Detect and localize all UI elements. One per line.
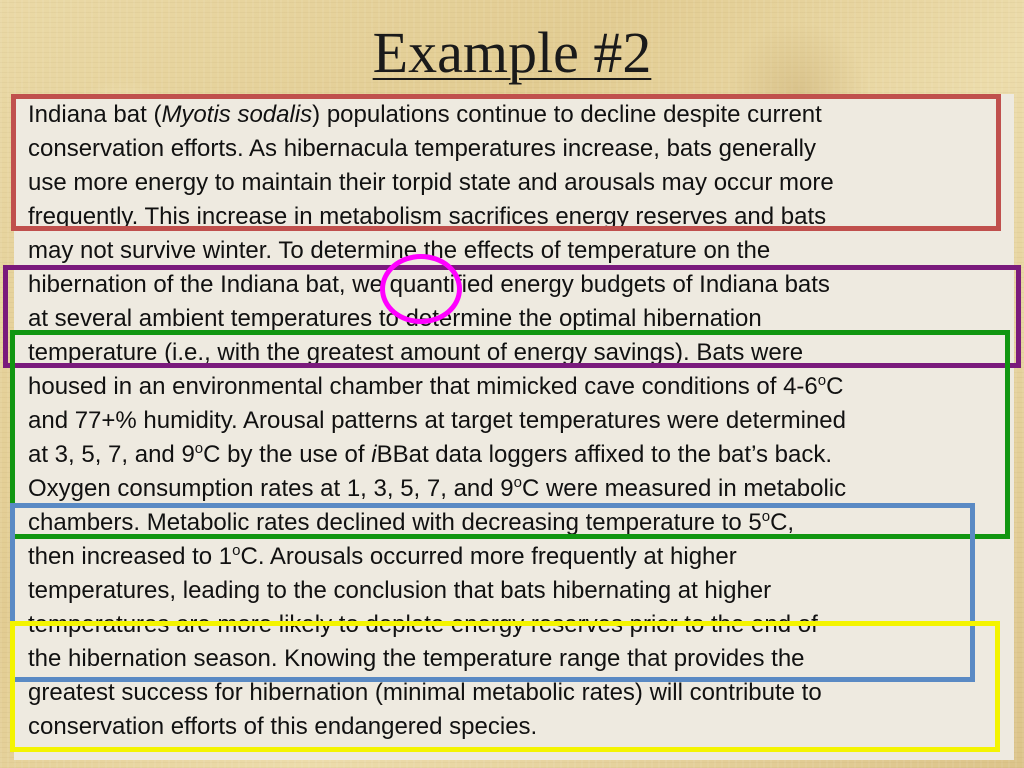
abstract-line-17: the hibernation season. Knowing the temperature range that provides the [28,645,805,672]
abstract-line-6: hibernation of the Indiana bat, we quantified energy budgets of Indiana bats [28,271,830,298]
degree-sup: o [232,542,241,559]
yellow-highlight-box [10,621,1000,752]
magenta-highlight-circle [380,254,462,324]
text-run: C, [770,509,795,536]
abstract-line-16: temperatures are more likely to deplete energy reserves prior to the end of [28,611,818,638]
text-run: C were measured in metabolic [521,475,847,502]
text-run: C [826,373,844,400]
species-name: Myotis sodalis [161,101,313,128]
abstract-line-4: frequently. This increase in metabolism sacrifices energy reserves and bats [28,203,827,230]
abstract-line-3: use more energy to maintain their torpid state and arousals may occur more [28,169,834,196]
slide-title [0,18,1024,88]
text-run: Indiana bat ( [28,101,162,128]
text-run: then increased to 1 [28,543,233,570]
abstract-line-10: and 77+% humidity. Arousal patterns at target temperatures were determined [28,407,847,434]
abstract-line-18: greatest success for hibernation (minimal metabolic rates) will contribute to [28,679,822,706]
text-run: BBat data loggers affixed to the bat’s back. [376,441,832,468]
abstract-line-8: temperature (i.e., with the greatest amount of energy savings). Bats were [28,339,804,366]
degree-sup: o [817,372,827,389]
degree-sup: o [194,440,204,457]
text-run: housed in an environmental chamber that mimicked cave conditions of 4-6 [28,373,818,400]
red-highlight-box [11,94,1001,231]
text-run: C. Arousals occurred more frequently at higher [240,543,737,570]
abstract-line-19: conservation efforts of this endangered species. [28,713,538,740]
abstract-line-15: temperatures, leading to the conclusion that bats hibernating at higher [28,577,772,604]
text-run: chambers. Metabolic rates declined with decreasing temperature to 5 [28,509,762,536]
degree-sup: o [761,508,771,525]
slide-title-text: Example #2 [372,20,652,85]
abstract-line-2: conservation efforts. As hibernacula temperatures increase, bats generally [28,135,816,162]
text-run: Oxygen consumption rates at 1, 3, 5, 7, and 9 [28,475,514,502]
text-run: C by the use of [203,441,372,468]
abstract-line-7: at several ambient temperatures to determine the optimal hibernation [28,305,762,332]
italic-i: i [371,441,377,468]
degree-sup: o [513,474,522,491]
abstract-line-5: may not survive winter. To determine the effects of temperature on the [28,237,771,264]
text-run: at 3, 5, 7, and 9 [28,441,195,468]
text-run: ) populations continue to decline despite current [312,101,822,128]
